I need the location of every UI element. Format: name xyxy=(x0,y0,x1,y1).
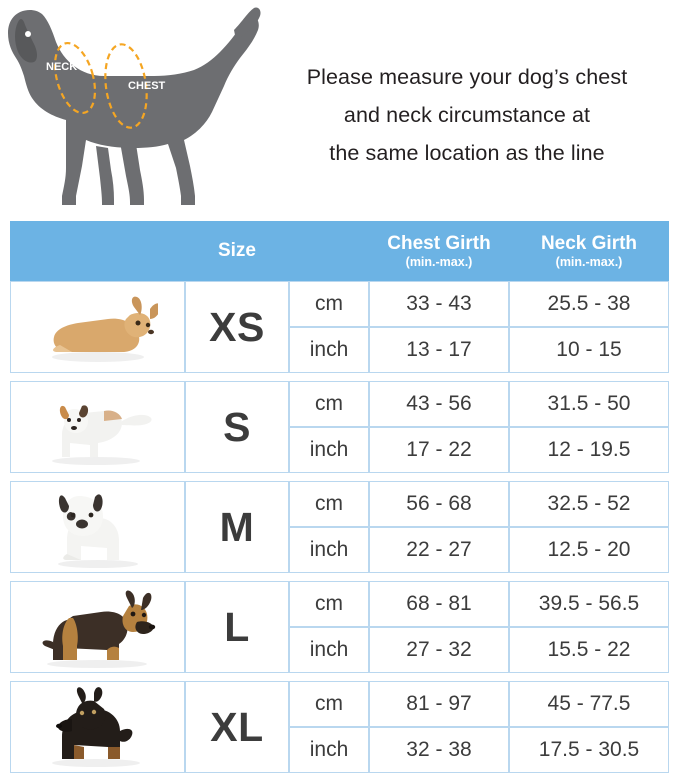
size-label-s: S xyxy=(185,381,289,473)
french-bulldog-icon xyxy=(43,484,153,570)
header-section xyxy=(0,0,679,210)
row-spacer xyxy=(10,473,669,481)
neck-cm-s: 31.5 - 50 xyxy=(509,381,669,427)
dog-measurement-illustration xyxy=(0,0,265,210)
header-unit-cell xyxy=(289,221,369,281)
neck-inch-xl: 17.5 - 30.5 xyxy=(509,727,669,773)
unit-inch-s: inch xyxy=(289,427,369,473)
unit-cm-m: cm xyxy=(289,481,369,527)
header-chest-sublabel: (min.-max.) xyxy=(405,254,473,269)
unit-cm-l: cm xyxy=(289,581,369,627)
measurement-instruction xyxy=(265,0,679,172)
header-size-label: Size xyxy=(217,240,257,261)
chest-label: CHEST xyxy=(128,80,166,92)
size-label-xl: XL xyxy=(185,681,289,773)
table-row xyxy=(10,481,669,527)
dog-photo-xl xyxy=(10,681,185,773)
size-label-xs: XS xyxy=(185,281,289,373)
chest-cm-xs: 33 - 43 xyxy=(369,281,509,327)
chest-cm-m: 56 - 68 xyxy=(369,481,509,527)
row-spacer xyxy=(10,673,669,681)
dog-photo-m xyxy=(10,481,185,573)
chest-inch-xl: 32 - 38 xyxy=(369,727,509,773)
table-row xyxy=(10,281,669,327)
unit-inch-xl: inch xyxy=(289,727,369,773)
chest-inch-l: 27 - 32 xyxy=(369,627,509,673)
header-neck-cell xyxy=(509,221,669,281)
unit-cm-xs: cm xyxy=(289,281,369,327)
table-header-row xyxy=(10,221,669,281)
header-chest-label: Chest Girth xyxy=(387,232,491,254)
row-spacer xyxy=(10,373,669,381)
chest-inch-s: 17 - 22 xyxy=(369,427,509,473)
dog-photo-l xyxy=(10,581,185,673)
chest-inch-xs: 13 - 17 xyxy=(369,327,509,373)
chest-cm-s: 43 - 56 xyxy=(369,381,509,427)
table-row xyxy=(10,681,669,727)
header-neck-sublabel: (min.-max.) xyxy=(555,254,623,269)
neck-cm-xl: 45 - 77.5 xyxy=(509,681,669,727)
dog-eye xyxy=(25,31,31,37)
unit-inch-m: inch xyxy=(289,527,369,573)
neck-inch-xs: 10 - 15 xyxy=(509,327,669,373)
jack-russell-terrier-icon xyxy=(38,387,158,467)
instruction-line-3: the same location as the line xyxy=(329,141,605,165)
table-row xyxy=(10,381,669,427)
chest-cm-l: 68 - 81 xyxy=(369,581,509,627)
neck-inch-m: 12.5 - 20 xyxy=(509,527,669,573)
header-neck-label: Neck Girth xyxy=(540,232,638,254)
neck-label: NECK xyxy=(46,61,78,73)
size-chart-table xyxy=(10,221,669,773)
dog-photo-s xyxy=(10,381,185,473)
chest-cm-xl: 81 - 97 xyxy=(369,681,509,727)
header-chest-cell xyxy=(369,221,509,281)
chest-inch-m: 22 - 27 xyxy=(369,527,509,573)
unit-inch-l: inch xyxy=(289,627,369,673)
doberman-icon xyxy=(38,685,158,769)
neck-inch-l: 15.5 - 22 xyxy=(509,627,669,673)
header-picture-cell xyxy=(10,221,185,281)
german-shepherd-icon xyxy=(33,584,163,670)
neck-cm-m: 32.5 - 52 xyxy=(509,481,669,527)
dog-photo-xs xyxy=(10,281,185,373)
unit-inch-xs: inch xyxy=(289,327,369,373)
unit-cm-s: cm xyxy=(289,381,369,427)
instruction-line-1: Please measure your dog’s chest xyxy=(306,65,628,89)
size-label-l: L xyxy=(185,581,289,673)
instruction-line-2: and neck circumstance at xyxy=(343,103,591,127)
neck-cm-l: 39.5 - 56.5 xyxy=(509,581,669,627)
size-label-m: M xyxy=(185,481,289,573)
chihuahua-icon xyxy=(38,289,158,365)
table-row xyxy=(10,581,669,627)
row-spacer xyxy=(10,573,669,581)
neck-inch-s: 12 - 19.5 xyxy=(509,427,669,473)
header-size-cell xyxy=(185,221,289,281)
neck-cm-xs: 25.5 - 38 xyxy=(509,281,669,327)
unit-cm-xl: cm xyxy=(289,681,369,727)
